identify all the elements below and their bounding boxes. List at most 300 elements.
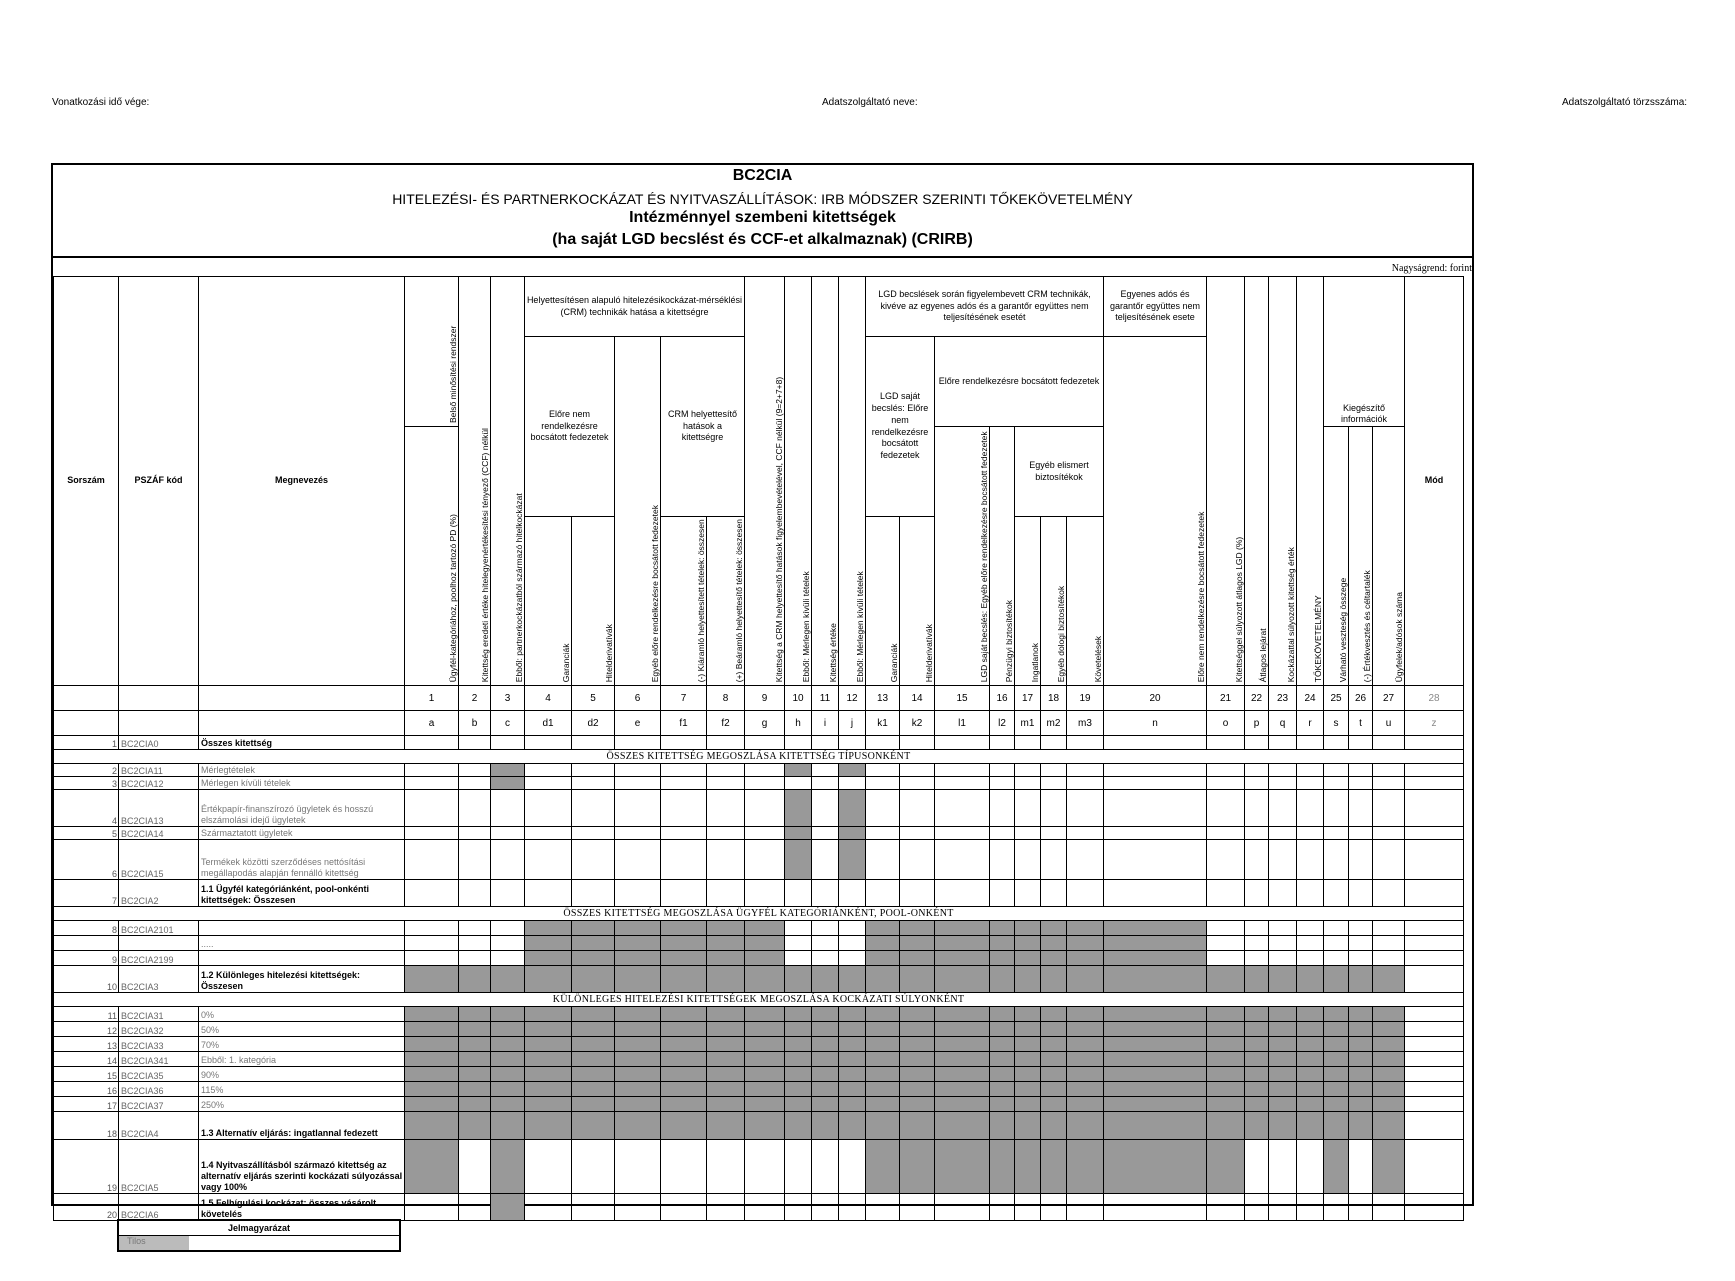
data-cell[interactable] xyxy=(661,1140,707,1194)
data-cell[interactable] xyxy=(866,777,900,790)
data-cell[interactable] xyxy=(491,736,525,750)
data-cell xyxy=(661,1097,707,1112)
data-cell xyxy=(745,1067,785,1082)
data-cell[interactable] xyxy=(1207,736,1245,750)
data-cell[interactable] xyxy=(745,880,785,907)
data-cell[interactable] xyxy=(1297,827,1324,840)
data-cell[interactable] xyxy=(785,936,812,951)
data-cell[interactable] xyxy=(935,827,990,840)
data-cell[interactable] xyxy=(491,921,525,936)
data-cell[interactable] xyxy=(1373,840,1405,880)
data-cell[interactable] xyxy=(1269,790,1297,827)
data-cell[interactable] xyxy=(839,777,866,790)
data-cell[interactable] xyxy=(405,827,459,840)
data-cell[interactable] xyxy=(525,880,572,907)
data-cell[interactable] xyxy=(661,790,707,827)
data-cell[interactable] xyxy=(839,1140,866,1194)
data-cell[interactable] xyxy=(615,1194,661,1221)
data-cell[interactable] xyxy=(745,790,785,827)
data-cell[interactable] xyxy=(900,827,935,840)
data-cell[interactable] xyxy=(1015,827,1041,840)
data-cell[interactable] xyxy=(1373,921,1405,936)
data-cell[interactable] xyxy=(707,777,745,790)
data-cell[interactable] xyxy=(866,840,900,880)
data-cell[interactable] xyxy=(661,736,707,750)
data-cell[interactable] xyxy=(661,827,707,840)
data-cell[interactable] xyxy=(990,736,1015,750)
data-cell[interactable] xyxy=(785,736,812,750)
data-cell[interactable] xyxy=(459,921,491,936)
data-cell[interactable] xyxy=(1373,777,1405,790)
data-cell[interactable] xyxy=(707,840,745,880)
data-cell xyxy=(1269,1022,1297,1037)
data-cell[interactable] xyxy=(1015,840,1041,880)
data-cell[interactable] xyxy=(1324,880,1349,907)
data-cell[interactable] xyxy=(1269,921,1297,936)
data-cell[interactable] xyxy=(707,880,745,907)
data-cell[interactable] xyxy=(785,921,812,936)
data-cell xyxy=(1067,1067,1104,1082)
data-cell[interactable] xyxy=(866,764,900,777)
data-cell[interactable] xyxy=(1405,1022,1464,1037)
data-cell[interactable] xyxy=(1245,1140,1269,1194)
data-cell[interactable] xyxy=(572,1140,615,1194)
data-cell[interactable] xyxy=(1373,1194,1405,1221)
data-cell[interactable] xyxy=(405,790,459,827)
data-cell[interactable] xyxy=(615,764,661,777)
data-cell[interactable] xyxy=(839,880,866,907)
data-cell[interactable] xyxy=(661,880,707,907)
data-cell[interactable] xyxy=(1104,777,1207,790)
data-cell[interactable] xyxy=(839,1194,866,1221)
data-cell[interactable] xyxy=(839,921,866,936)
data-cell[interactable] xyxy=(1067,764,1104,777)
data-cell[interactable] xyxy=(1015,880,1041,907)
data-cell[interactable] xyxy=(1067,880,1104,907)
data-cell[interactable] xyxy=(1297,777,1324,790)
data-cell[interactable] xyxy=(491,840,525,880)
data-cell[interactable] xyxy=(1297,840,1324,880)
data-cell xyxy=(1297,966,1324,993)
data-cell[interactable] xyxy=(1015,790,1041,827)
data-cell[interactable] xyxy=(785,1140,812,1194)
data-cell[interactable] xyxy=(1405,1140,1464,1194)
data-cell[interactable] xyxy=(1405,1037,1464,1052)
data-cell[interactable] xyxy=(1405,840,1464,880)
data-cell[interactable] xyxy=(1041,736,1067,750)
data-cell[interactable] xyxy=(812,1194,839,1221)
data-cell[interactable] xyxy=(866,827,900,840)
data-cell[interactable] xyxy=(812,936,839,951)
row-name: 1.1 Ügyfél kategóriánként, pool-onkénti kitettségek: Összesen xyxy=(199,880,405,907)
data-cell[interactable] xyxy=(935,1194,990,1221)
data-cell[interactable] xyxy=(525,1140,572,1194)
data-cell[interactable] xyxy=(525,790,572,827)
data-cell[interactable] xyxy=(1324,951,1349,966)
data-cell[interactable] xyxy=(707,790,745,827)
data-cell[interactable] xyxy=(1373,880,1405,907)
data-cell[interactable] xyxy=(1297,764,1324,777)
data-cell[interactable] xyxy=(1041,827,1067,840)
data-cell[interactable] xyxy=(1405,1112,1464,1140)
data-cell[interactable] xyxy=(405,840,459,880)
data-cell[interactable] xyxy=(459,951,491,966)
data-cell[interactable] xyxy=(812,777,839,790)
data-cell[interactable] xyxy=(459,827,491,840)
data-cell[interactable] xyxy=(1245,1194,1269,1221)
data-cell[interactable] xyxy=(1405,880,1464,907)
data-cell[interactable] xyxy=(615,777,661,790)
data-cell[interactable] xyxy=(707,764,745,777)
data-cell[interactable] xyxy=(1067,840,1104,880)
data-cell[interactable] xyxy=(1015,736,1041,750)
data-cell[interactable] xyxy=(1015,764,1041,777)
data-cell[interactable] xyxy=(572,777,615,790)
data-cell[interactable] xyxy=(459,880,491,907)
data-cell[interactable] xyxy=(1405,1194,1464,1221)
data-cell[interactable] xyxy=(491,936,525,951)
data-cell[interactable] xyxy=(1297,1194,1324,1221)
data-cell xyxy=(935,1052,990,1067)
data-cell[interactable] xyxy=(405,736,459,750)
data-cell[interactable] xyxy=(900,880,935,907)
data-cell[interactable] xyxy=(1324,736,1349,750)
data-cell[interactable] xyxy=(1245,764,1269,777)
data-cell[interactable] xyxy=(1104,790,1207,827)
data-cell[interactable] xyxy=(1349,880,1373,907)
data-cell[interactable] xyxy=(1245,936,1269,951)
data-cell[interactable] xyxy=(525,764,572,777)
data-cell[interactable] xyxy=(866,790,900,827)
data-cell[interactable] xyxy=(1405,1007,1464,1022)
data-cell[interactable] xyxy=(572,764,615,777)
data-cell[interactable] xyxy=(615,880,661,907)
data-cell[interactable] xyxy=(900,764,935,777)
data-cell xyxy=(900,1112,935,1140)
data-cell[interactable] xyxy=(1405,790,1464,827)
data-cell[interactable] xyxy=(745,736,785,750)
data-cell[interactable] xyxy=(1269,764,1297,777)
data-cell[interactable] xyxy=(459,1140,491,1194)
data-cell[interactable] xyxy=(1405,827,1464,840)
data-cell[interactable] xyxy=(1245,736,1269,750)
data-cell[interactable] xyxy=(785,951,812,966)
data-cell[interactable] xyxy=(405,936,459,951)
data-cell[interactable] xyxy=(935,777,990,790)
data-cell[interactable] xyxy=(745,1194,785,1221)
data-cell[interactable] xyxy=(866,880,900,907)
data-cell[interactable] xyxy=(459,936,491,951)
data-cell[interactable] xyxy=(1041,764,1067,777)
data-cell[interactable] xyxy=(459,736,491,750)
data-cell xyxy=(1269,1067,1297,1082)
data-cell[interactable] xyxy=(745,777,785,790)
data-cell[interactable] xyxy=(1349,840,1373,880)
data-cell[interactable] xyxy=(1405,951,1464,966)
data-cell[interactable] xyxy=(1373,764,1405,777)
data-cell[interactable] xyxy=(1349,764,1373,777)
data-cell[interactable] xyxy=(459,777,491,790)
data-cell[interactable] xyxy=(935,764,990,777)
data-cell[interactable] xyxy=(1104,1194,1207,1221)
data-cell[interactable] xyxy=(1405,936,1464,951)
data-cell[interactable] xyxy=(1207,840,1245,880)
data-cell[interactable] xyxy=(1041,777,1067,790)
data-cell[interactable] xyxy=(661,840,707,880)
data-cell[interactable] xyxy=(785,880,812,907)
data-cell[interactable] xyxy=(459,840,491,880)
data-cell[interactable] xyxy=(785,777,812,790)
data-cell[interactable] xyxy=(459,764,491,777)
data-cell[interactable] xyxy=(812,1140,839,1194)
data-cell[interactable] xyxy=(1373,936,1405,951)
data-cell[interactable] xyxy=(812,951,839,966)
data-cell[interactable] xyxy=(1104,880,1207,907)
data-cell[interactable] xyxy=(525,827,572,840)
data-cell[interactable] xyxy=(1104,736,1207,750)
data-cell[interactable] xyxy=(615,840,661,880)
data-cell[interactable] xyxy=(1324,777,1349,790)
data-cell[interactable] xyxy=(615,827,661,840)
data-cell[interactable] xyxy=(1245,921,1269,936)
data-cell[interactable] xyxy=(1324,790,1349,827)
data-cell[interactable] xyxy=(1324,936,1349,951)
data-cell xyxy=(1373,1037,1405,1052)
data-cell[interactable] xyxy=(1067,827,1104,840)
data-cell[interactable] xyxy=(1104,840,1207,880)
data-cell[interactable] xyxy=(1067,790,1104,827)
data-cell[interactable] xyxy=(491,880,525,907)
data-cell[interactable] xyxy=(812,880,839,907)
data-cell[interactable] xyxy=(1405,1082,1464,1097)
data-cell[interactable] xyxy=(615,736,661,750)
data-cell[interactable] xyxy=(1041,840,1067,880)
data-cell[interactable] xyxy=(459,790,491,827)
data-cell[interactable] xyxy=(1297,880,1324,907)
data-cell[interactable] xyxy=(1297,936,1324,951)
data-cell[interactable] xyxy=(1297,1140,1324,1194)
data-cell[interactable] xyxy=(1373,951,1405,966)
data-cell[interactable] xyxy=(1324,840,1349,880)
data-cell[interactable] xyxy=(1207,1194,1245,1221)
data-cell[interactable] xyxy=(990,790,1015,827)
data-cell[interactable] xyxy=(900,840,935,880)
form-code: BC2CIA xyxy=(732,167,793,184)
data-cell[interactable] xyxy=(839,951,866,966)
data-cell[interactable] xyxy=(1405,1067,1464,1082)
data-cell[interactable] xyxy=(1373,790,1405,827)
data-cell[interactable] xyxy=(1104,827,1207,840)
data-cell[interactable] xyxy=(1015,777,1041,790)
data-cell[interactable] xyxy=(812,921,839,936)
data-cell[interactable] xyxy=(990,840,1015,880)
data-cell[interactable] xyxy=(707,1194,745,1221)
data-cell[interactable] xyxy=(615,1140,661,1194)
data-cell[interactable] xyxy=(1041,880,1067,907)
data-cell[interactable] xyxy=(572,736,615,750)
data-cell xyxy=(745,1052,785,1067)
data-cell[interactable] xyxy=(745,764,785,777)
data-cell[interactable] xyxy=(661,777,707,790)
data-cell xyxy=(1297,1082,1324,1097)
data-cell[interactable] xyxy=(1041,790,1067,827)
data-cell[interactable] xyxy=(1373,827,1405,840)
data-cell[interactable] xyxy=(1041,1194,1067,1221)
data-cell[interactable] xyxy=(1405,764,1464,777)
data-cell[interactable] xyxy=(1207,880,1245,907)
data-cell[interactable] xyxy=(1349,1140,1373,1194)
data-cell[interactable] xyxy=(405,880,459,907)
data-cell[interactable] xyxy=(491,951,525,966)
data-cell[interactable] xyxy=(1349,1194,1373,1221)
data-cell[interactable] xyxy=(935,736,990,750)
data-cell[interactable] xyxy=(1349,790,1373,827)
data-cell[interactable] xyxy=(1269,840,1297,880)
data-cell[interactable] xyxy=(1245,840,1269,880)
data-cell[interactable] xyxy=(900,1194,935,1221)
data-cell[interactable] xyxy=(1324,1194,1349,1221)
data-cell[interactable] xyxy=(1245,880,1269,907)
data-cell[interactable] xyxy=(866,736,900,750)
data-cell[interactable] xyxy=(707,1140,745,1194)
data-cell[interactable] xyxy=(1324,921,1349,936)
data-cell[interactable] xyxy=(1405,777,1464,790)
data-cell[interactable] xyxy=(990,764,1015,777)
data-cell[interactable] xyxy=(1349,777,1373,790)
data-cell[interactable] xyxy=(1067,736,1104,750)
data-cell[interactable] xyxy=(990,880,1015,907)
data-cell[interactable] xyxy=(900,790,935,827)
data-cell[interactable] xyxy=(1245,777,1269,790)
data-cell[interactable] xyxy=(707,736,745,750)
data-cell[interactable] xyxy=(525,777,572,790)
data-cell[interactable] xyxy=(1324,764,1349,777)
data-cell[interactable] xyxy=(1015,1194,1041,1221)
data-cell[interactable] xyxy=(990,777,1015,790)
data-cell[interactable] xyxy=(935,790,990,827)
data-cell[interactable] xyxy=(866,1194,900,1221)
data-cell[interactable] xyxy=(1207,921,1245,936)
data-cell[interactable] xyxy=(990,827,1015,840)
data-cell[interactable] xyxy=(1207,951,1245,966)
data-cell[interactable] xyxy=(405,921,459,936)
data-cell[interactable] xyxy=(1269,1140,1297,1194)
data-cell[interactable] xyxy=(1405,966,1464,993)
data-cell[interactable] xyxy=(1207,936,1245,951)
data-cell[interactable] xyxy=(405,951,459,966)
data-cell[interactable] xyxy=(707,827,745,840)
data-cell[interactable] xyxy=(1349,921,1373,936)
data-cell[interactable] xyxy=(1269,736,1297,750)
data-cell[interactable] xyxy=(1207,777,1245,790)
data-cell[interactable] xyxy=(839,736,866,750)
data-cell[interactable] xyxy=(1067,777,1104,790)
data-cell[interactable] xyxy=(572,790,615,827)
data-cell[interactable] xyxy=(1297,951,1324,966)
data-cell[interactable] xyxy=(661,1194,707,1221)
data-cell[interactable] xyxy=(1067,1194,1104,1221)
data-cell[interactable] xyxy=(459,1194,491,1221)
data-cell[interactable] xyxy=(405,777,459,790)
data-cell[interactable] xyxy=(900,777,935,790)
data-cell[interactable] xyxy=(1269,880,1297,907)
data-cell[interactable] xyxy=(525,1194,572,1221)
data-cell[interactable] xyxy=(745,827,785,840)
data-cell[interactable] xyxy=(1207,790,1245,827)
data-cell xyxy=(525,966,572,993)
data-cell[interactable] xyxy=(1405,921,1464,936)
data-cell[interactable] xyxy=(1405,736,1464,750)
data-cell[interactable] xyxy=(935,840,990,880)
data-cell[interactable] xyxy=(1297,736,1324,750)
data-cell[interactable] xyxy=(745,840,785,880)
data-cell[interactable] xyxy=(990,1194,1015,1221)
data-cell[interactable] xyxy=(1245,951,1269,966)
data-cell xyxy=(491,1097,525,1112)
data-cell[interactable] xyxy=(572,840,615,880)
data-cell[interactable] xyxy=(935,880,990,907)
data-cell xyxy=(572,1082,615,1097)
data-cell[interactable] xyxy=(812,764,839,777)
data-cell[interactable] xyxy=(491,790,525,827)
data-cell[interactable] xyxy=(405,764,459,777)
data-cell[interactable] xyxy=(1349,827,1373,840)
data-cell[interactable] xyxy=(1297,790,1324,827)
data-cell[interactable] xyxy=(1349,736,1373,750)
data-cell xyxy=(1207,1140,1245,1194)
data-cell[interactable] xyxy=(745,1140,785,1194)
data-cell[interactable] xyxy=(1349,951,1373,966)
data-cell[interactable] xyxy=(1245,827,1269,840)
data-cell[interactable] xyxy=(785,1194,812,1221)
data-cell[interactable] xyxy=(572,880,615,907)
data-cell[interactable] xyxy=(1207,764,1245,777)
data-cell xyxy=(1104,1022,1207,1037)
data-cell[interactable] xyxy=(1245,790,1269,827)
data-cell[interactable] xyxy=(405,1194,459,1221)
data-cell[interactable] xyxy=(1405,1097,1464,1112)
data-cell[interactable] xyxy=(1104,764,1207,777)
data-cell[interactable] xyxy=(1269,936,1297,951)
data-cell xyxy=(990,1052,1015,1067)
data-cell[interactable] xyxy=(812,827,839,840)
data-cell[interactable] xyxy=(1349,936,1373,951)
data-cell[interactable] xyxy=(812,736,839,750)
data-cell[interactable] xyxy=(491,827,525,840)
data-cell[interactable] xyxy=(900,736,935,750)
data-cell[interactable] xyxy=(615,790,661,827)
data-cell[interactable] xyxy=(1269,777,1297,790)
data-cell[interactable] xyxy=(1405,1052,1464,1067)
data-cell[interactable] xyxy=(812,790,839,827)
data-cell[interactable] xyxy=(525,736,572,750)
data-cell[interactable] xyxy=(1297,921,1324,936)
data-cell[interactable] xyxy=(661,764,707,777)
data-cell[interactable] xyxy=(839,936,866,951)
data-cell[interactable] xyxy=(812,840,839,880)
data-cell[interactable] xyxy=(572,1194,615,1221)
data-cell xyxy=(459,1112,491,1140)
data-cell[interactable] xyxy=(1207,827,1245,840)
data-cell[interactable] xyxy=(1269,1194,1297,1221)
data-cell xyxy=(572,1097,615,1112)
data-cell[interactable] xyxy=(1269,827,1297,840)
data-cell[interactable] xyxy=(572,827,615,840)
data-cell[interactable] xyxy=(525,840,572,880)
data-cell[interactable] xyxy=(1373,736,1405,750)
data-cell[interactable] xyxy=(1269,951,1297,966)
data-cell[interactable] xyxy=(1324,827,1349,840)
